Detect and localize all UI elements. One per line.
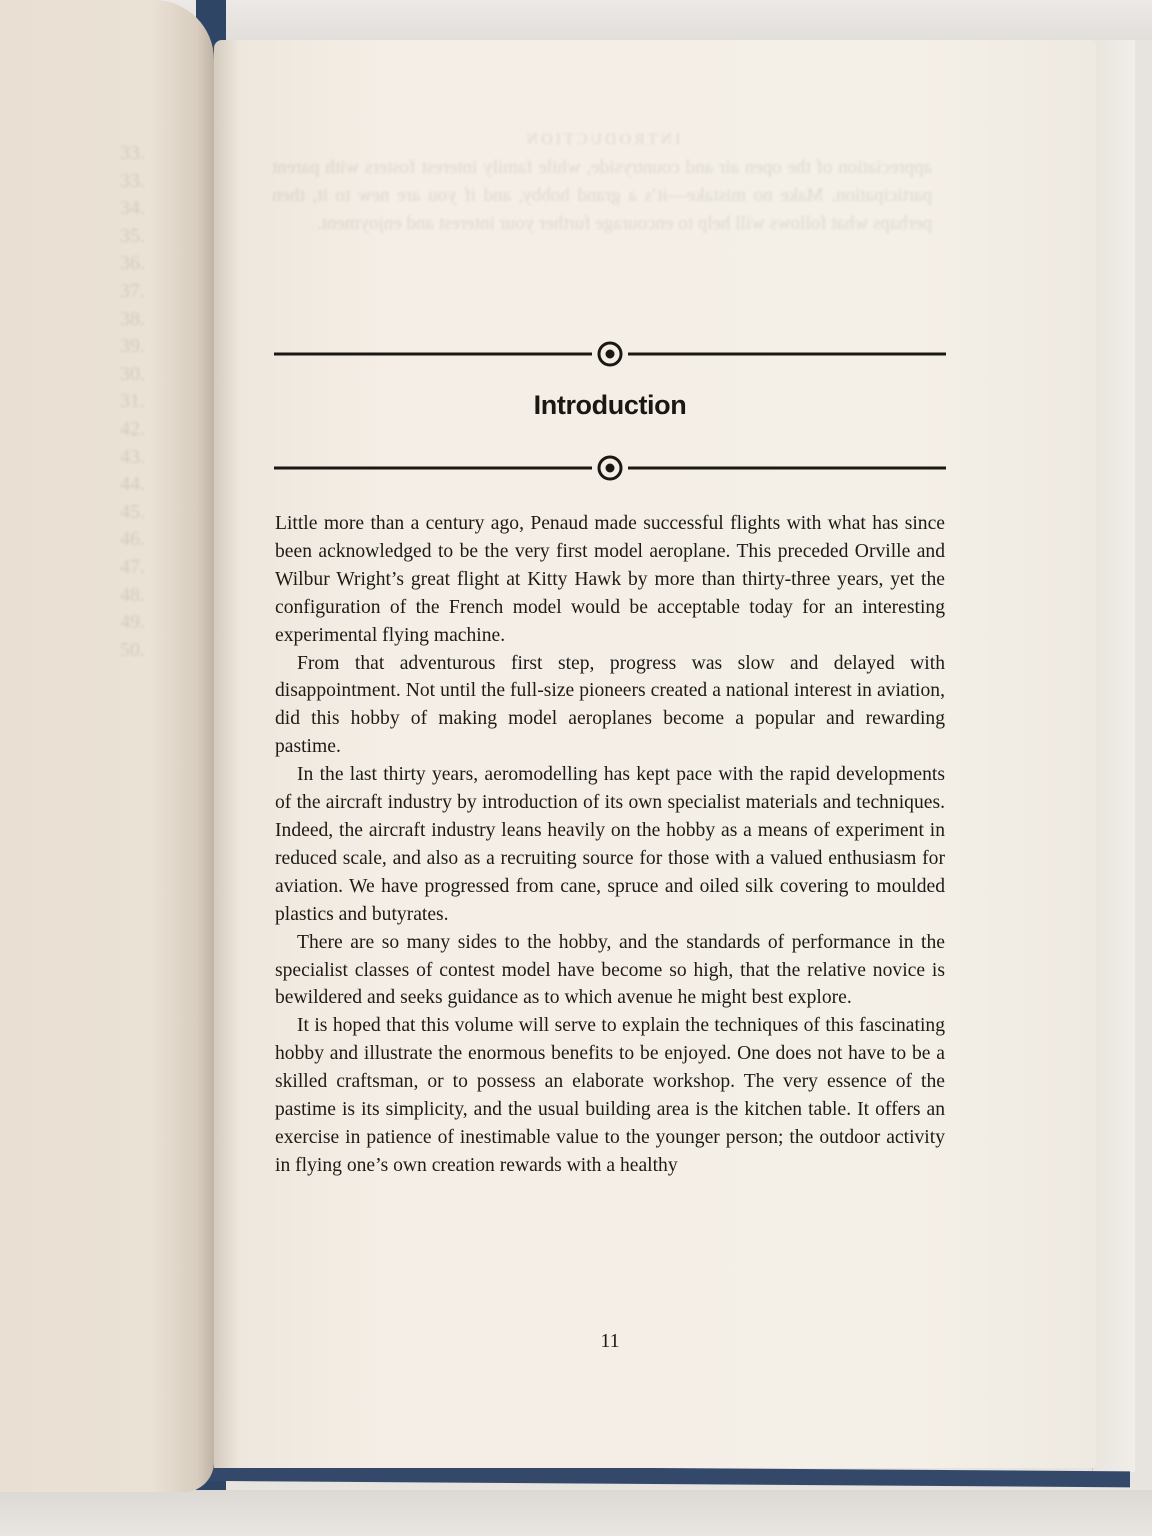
paragraph: From that adventurous first step, progress was slow and delayed with disappointment. Not until the full-size pioneers created a national interest in aviation, did this hobby of making model aeroplanes become a popular and rewarding pastime. <box>275 652 945 758</box>
paragraph: Little more than a century ago, Penaud made successful flights with what has since been acknowledged to be the very first model aeroplane. This preceded Orville and Wilbur Wright’s great flight at Kitty Hawk by more than thirty-three years, yet the configuration of the French model would be acceptable today for an interesting experimental flying machine. <box>275 513 945 646</box>
paragraph: It is hoped that this volume will serve to explain the techniques of this fascinating hobby and illustrate the enormous benefits to be enjoyed. One does not have to be a skilled craftsman, or to possess an elaborate workshop. The very essence of the pastime is its simplicity, and the usual building area is the kitchen table. It offers an exercise in patience of inestimable value to the younger person; the outdoor activity in flying one’s own creation rewards with a healthy <box>275 1015 945 1176</box>
paragraph: There are so many sides to the hobby, and the standards of performance in the specialist classes of contest model have become so high, that the relative novice is bewildered and seeks guidance as to which avenue he might best explore. <box>275 931 945 1009</box>
chapter-title: Introduction <box>533 390 687 420</box>
left-page-ghost-line: 36. <box>120 252 145 275</box>
left-page-faint-text <box>120 140 214 664</box>
left-page-ghost-line: 43. <box>120 445 145 468</box>
show-through-paragraph: appreciation of the open air and countryside, while family interest fosters with parent participation. Make no mistake—it’s a grand hobby, and if you are new to it, then perhaps what follows will help to encourage further your interest and enjoyment. <box>272 157 932 234</box>
bottom-ornamental-rule <box>274 454 946 482</box>
left-page-ghost-line: 35. <box>120 224 145 247</box>
body-text <box>275 510 945 1180</box>
left-page-ghost-line: 33. <box>120 169 145 192</box>
dust-jacket-edge <box>1092 40 1135 1472</box>
left-page-ghost-line: 42. <box>120 417 145 440</box>
left-page-ghost-line: 30. <box>120 362 145 385</box>
paragraph: In the last thirty years, aeromodelling has kept pace with the rapid developments of the aircraft industry by introduction of its own specialist materials and techniques. Indeed, the aircraft industry leans heavily on the hobby as a means of experiment in reduced scale, and also as a recruiting source for those with a valued enthusiasm for aviation. We have progressed from cane, spruce and oiled silk covering to moulded plastics and butyrates. <box>275 764 945 925</box>
show-through-text <box>272 126 932 238</box>
left-page-ghost-line: 49. <box>120 611 145 634</box>
left-page-ghost-line: 46. <box>120 528 145 551</box>
show-through-heading: INTRODUCTION <box>523 131 681 148</box>
backdrop-bottom <box>0 1490 1152 1536</box>
left-page-ghost-line: 45. <box>120 500 145 523</box>
left-page-ghost-line: 50. <box>120 638 145 661</box>
left-page-ghost-line: 34. <box>120 197 145 220</box>
concentric-circle-icon <box>599 343 621 365</box>
page-number: 11 <box>600 1330 620 1352</box>
left-page <box>0 0 214 1492</box>
left-page-ghost-line: 44. <box>120 473 145 496</box>
left-page-ghost-line: 31. <box>120 390 145 413</box>
right-page <box>214 40 1096 1468</box>
left-page-ghost-line: 39. <box>120 335 145 358</box>
top-ornamental-rule <box>274 340 946 368</box>
concentric-circle-icon <box>599 457 621 479</box>
left-page-ghost-line: 48. <box>120 583 145 606</box>
left-page-ghost-line: 33. <box>120 142 145 164</box>
book-cover-bottom <box>180 1465 1130 1488</box>
left-page-ghost-line: 37. <box>120 279 145 302</box>
left-page-ghost-line: 38. <box>120 307 145 330</box>
left-page-ghost-line: 47. <box>120 555 145 578</box>
